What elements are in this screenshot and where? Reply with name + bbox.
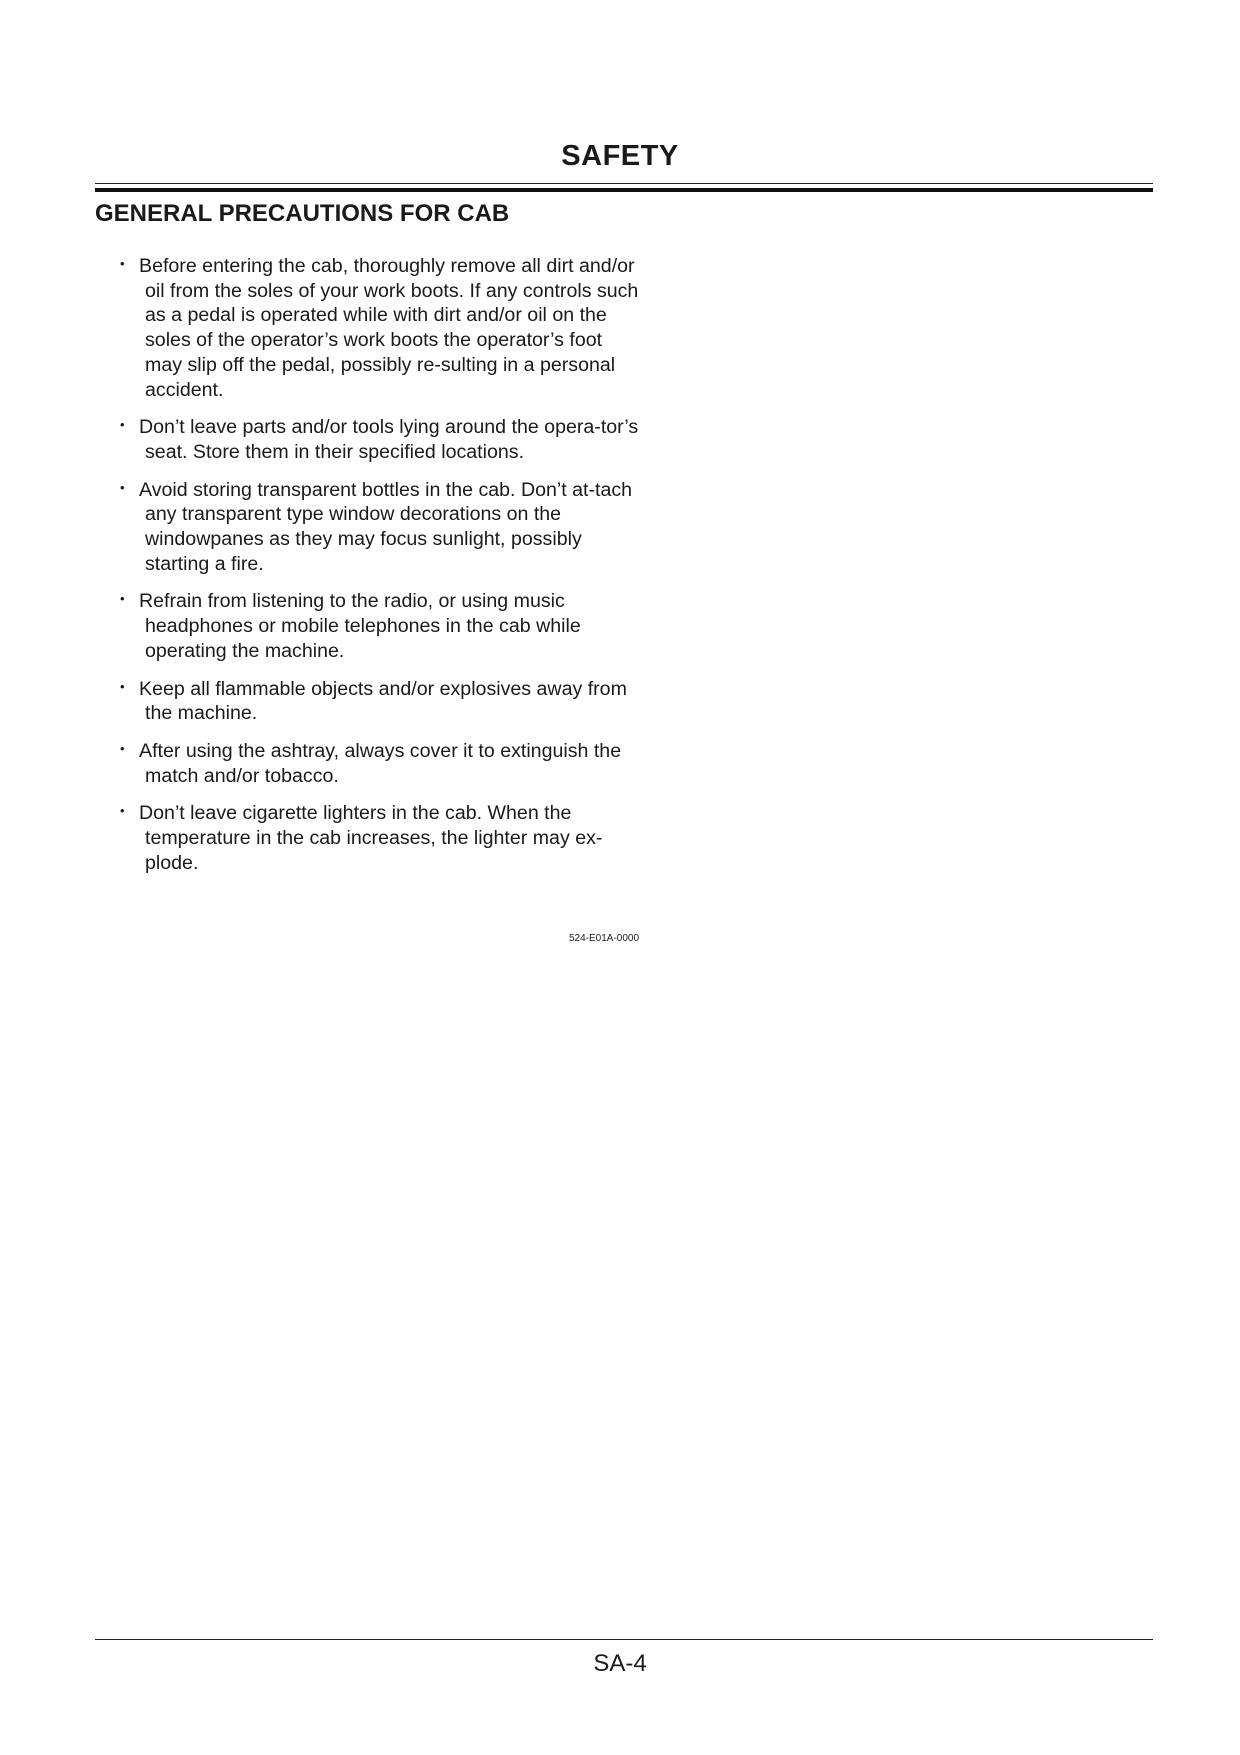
bullet-icon: • xyxy=(120,417,125,433)
precautions-list xyxy=(120,254,640,888)
list-item xyxy=(120,589,640,663)
list-item-text: Refrain from listening to the radio, or using music headphones or mobile telephones in the cab while operating the machine. xyxy=(139,590,581,662)
bullet-icon: • xyxy=(120,740,125,756)
list-item-text: Don’t leave cigarette lighters in the cab. When the temperature in the cab increases, the lighter may ex-plode. xyxy=(139,802,603,874)
list-item xyxy=(120,801,640,875)
list-item xyxy=(120,739,640,788)
list-item xyxy=(120,677,640,726)
list-item xyxy=(120,415,640,464)
footer-rule xyxy=(95,1639,1153,1640)
bullet-icon: • xyxy=(120,479,125,495)
list-item-text: After using the ashtray, always cover it to extinguish the match and/or tobacco. xyxy=(139,739,622,787)
bullet-icon: • xyxy=(120,678,125,694)
header-rule-thick xyxy=(95,188,1153,192)
bullet-icon: • xyxy=(120,803,125,819)
section-heading: GENERAL PRECAUTIONS FOR CAB xyxy=(95,200,510,227)
list-item-text: Don’t leave parts and/or tools lying around the opera-tor’s seat. Store them in their specified locations. xyxy=(139,416,639,463)
page-number: SA-4 xyxy=(593,1650,647,1677)
list-item-text: Keep all flammable objects and/or explosives away from the machine. xyxy=(139,677,627,725)
document-code: 524-E01A-0000 xyxy=(569,933,640,944)
list-item-text: Before entering the cab, thoroughly remove all dirt and/or oil from the soles of your work boots. If any controls such as a pedal is operated while with dirt and/or oil on the soles of the operator’s work boots the operator’s foot may slip off the pedal, possibly re-sulting in a personal accident. xyxy=(139,255,639,401)
list-item xyxy=(120,478,640,577)
bullet-icon: • xyxy=(120,256,125,271)
page-header-title: SAFETY xyxy=(561,140,679,172)
bullet-icon: • xyxy=(120,591,125,607)
header-rule-thin xyxy=(95,183,1153,184)
list-item-text: Avoid storing transparent bottles in the cab. Don’t at-tach any transparent type window decorations on the windowpanes as they may focus sunlight, possibly starting a fire. xyxy=(139,478,633,575)
list-item xyxy=(120,254,640,402)
